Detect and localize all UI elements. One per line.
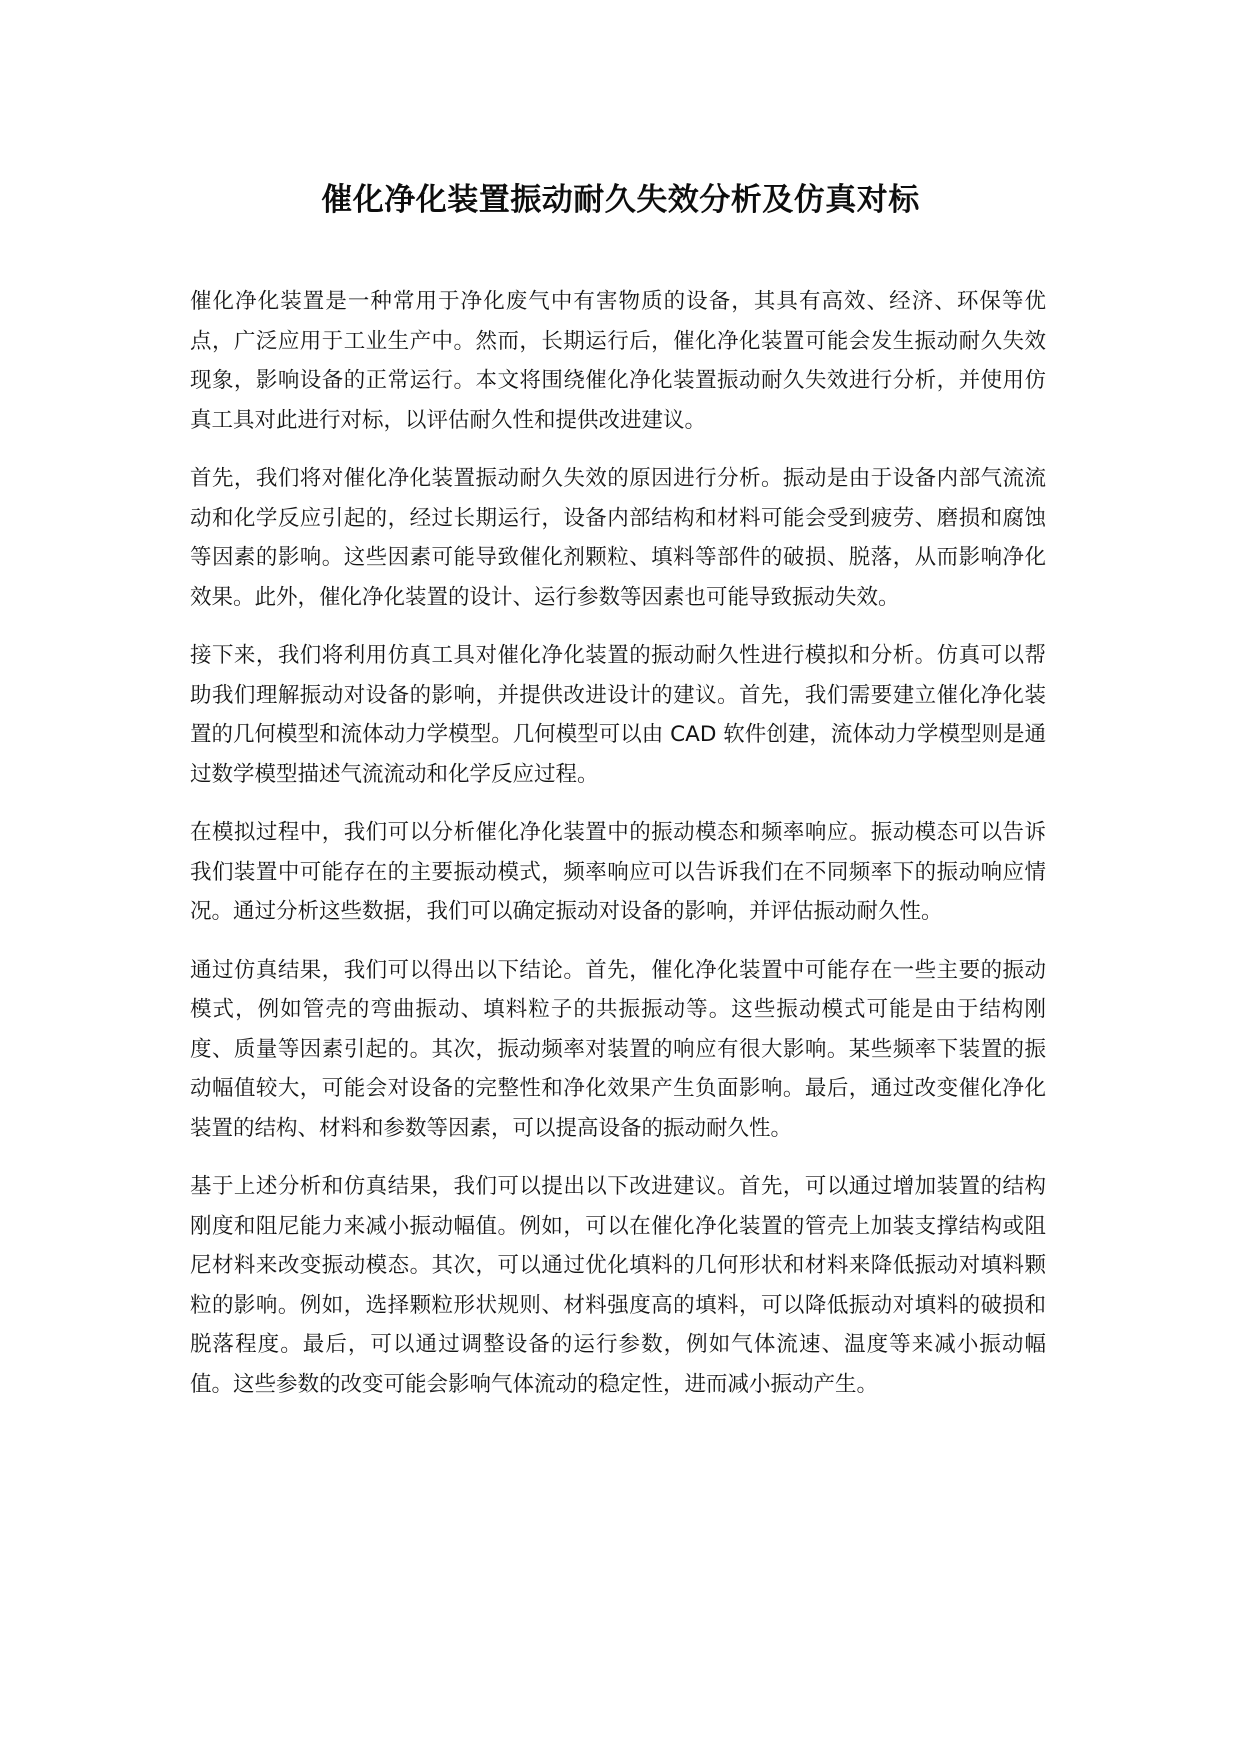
paragraph-conclusions: 通过仿真结果，我们可以得出以下结论。首先，催化净化装置中可能存在一些主要的振动模式，例如管壳的弯曲振动、填料粒子的共振振动等。这些振动模式可能是由于结构刚度、质量等因素引起的。其次，振动频率对装置的响应有很大影响。某些频率下装置的振动幅值较大，可能会对设备的完整性和净化效果产生负面影响。最后，通过改变催化净化装置的结构、材料和参数等因素，可以提高设备的振动耐久性。 [190, 957, 1046, 1141]
document-body [190, 282, 1046, 1423]
paragraph-cause-analysis: 首先，我们将对催化净化装置振动耐久失效的原因进行分析。振动是由于设备内部气流流动和化学反应引起的，经过长期运行，设备内部结构和材料可能会受到疲劳、磨损和腐蚀等因素的影响。这些因素可能导致催化剂颗粒、填料等部件的破损、脱落，从而影响净化效果。此外，催化净化装置的设计、运行参数等因素也可能导致振动失效。 [190, 466, 1046, 610]
paragraph-simulation-method: 接下来，我们将利用仿真工具对催化净化装置的振动耐久性进行模拟和分析。仿真可以帮助我们理解振动对设备的影响，并提供改进设计的建议。首先，我们需要建立催化净化装置的几何模型和流体动力学模型。几何模型可以由 CAD 软件创建，流体动力学模型则是通过数学模型描述气流流动和化学反应过程。 [190, 643, 1046, 787]
paragraph-intro: 催化净化装置是一种常用于净化废气中有害物质的设备，其具有高效、经济、环保等优点，广泛应用于工业生产中。然而，长期运行后，催化净化装置可能会发生振动耐久失效现象，影响设备的正常运行。本文将围绕催化净化装置振动耐久失效进行分析，并使用仿真工具对此进行对标，以评估耐久性和提供改进建议。 [190, 289, 1046, 433]
paragraph-modal-analysis: 在模拟过程中，我们可以分析催化净化装置中的振动模态和频率响应。振动模态可以告诉我们装置中可能存在的主要振动模式，频率响应可以告诉我们在不同频率下的振动响应情况。通过分析这些数据，我们可以确定振动对设备的影响，并评估振动耐久性。 [190, 820, 1046, 924]
paragraph-recommendations: 基于上述分析和仿真结果，我们可以提出以下改进建议。首先，可以通过增加装置的结构刚度和阻尼能力来减小振动幅值。例如，可以在催化净化装置的管壳上加装支撑结构或阻尼材料来改变振动模态。其次，可以通过优化填料的几何形状和材料来降低振动对填料颗粒的影响。例如，选择颗粒形状规则、材料强度高的填料，可以降低振动对填料的破损和脱落程度。最后，可以通过调整设备的运行参数，例如气体流速、温度等来减小振动幅值。这些参数的改变可能会影响气体流动的稳定性，进而减小振动产生。 [190, 1174, 1046, 1397]
document-title: 催化净化装置振动耐久失效分析及仿真对标 [321, 182, 920, 218]
